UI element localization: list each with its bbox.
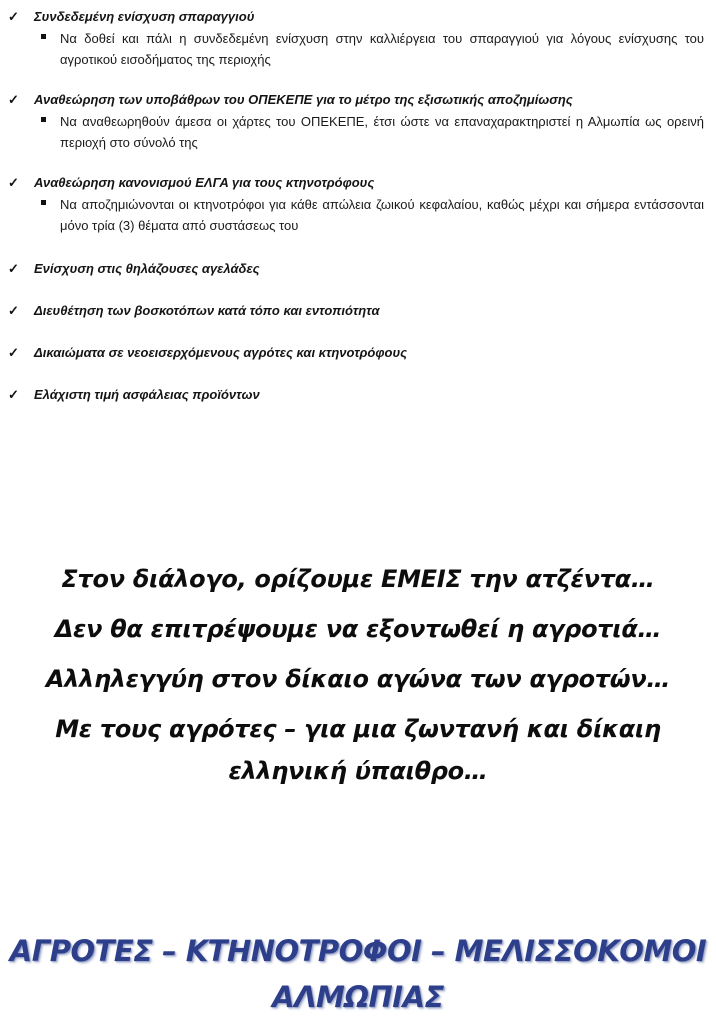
- demand-detail: [34, 194, 704, 236]
- square-bullet-icon: [41, 117, 46, 122]
- demand-detail: [34, 111, 704, 153]
- demand-detail-text: Να αποζημιώνονται οι κτηνοτρόφοι για κάθε απώλεια ζωικού κεφαλαίου, καθώς μέχρι και σήμερα εντάσσονται μόνο τρία (3) θέματα από συστάσεως του: [60, 197, 704, 233]
- demand-item: [8, 344, 704, 361]
- check-icon: ✓: [8, 303, 19, 318]
- demand-title: Ελάχιστη τιμή ασφάλειας προϊόντων: [34, 387, 260, 402]
- slogans-block: [0, 563, 716, 787]
- check-icon: ✓: [8, 261, 19, 276]
- slogan-line: Με τους αγρότες – για μια ζωντανή και δίκαιη: [55, 715, 661, 743]
- demand-title: Αναθεώρηση κανονισμού ΕΛΓΑ για τους κτηνοτρόφους: [34, 175, 375, 190]
- demand-item: [8, 386, 704, 403]
- demand-title: Δικαιώματα σε νεοεισερχόμενους αγρότες και κτηνοτρόφους: [34, 345, 408, 360]
- demand-item: [8, 174, 704, 236]
- demand-item: [8, 260, 704, 277]
- signature-line-2: ΑΛΜΩΠΙΑΣ: [272, 980, 444, 1014]
- demand-item: [8, 91, 704, 153]
- demand-detail-text: Να δοθεί και πάλι η συνδεδεμένη ενίσχυση στην καλλιέργεια του σπαραγγιού για λόγους ενίσχυσης του αγροτικού εισοδήματος της περιοχής: [60, 31, 704, 67]
- demand-title: Ενίσχυση στις θηλάζουσες αγελάδες: [34, 261, 260, 276]
- demands-list: [8, 8, 704, 403]
- slogan-line: Δεν θα επιτρέψουμε να εξοντωθεί η αγροτιά…: [54, 615, 662, 643]
- check-icon: ✓: [8, 92, 19, 107]
- slogan-line: Στον διάλογο, ορίζουμε ΕΜΕΙΣ την ατζέντα…: [61, 565, 655, 593]
- check-icon: ✓: [8, 345, 19, 360]
- check-icon: ✓: [8, 175, 19, 190]
- signature-block: [0, 932, 716, 1016]
- demand-item: [8, 8, 704, 70]
- square-bullet-icon: [41, 34, 46, 39]
- slogan-line: Αλληλεγγύη στον δίκαιο αγώνα των αγροτών…: [45, 665, 671, 693]
- demand-detail: [34, 28, 704, 70]
- square-bullet-icon: [41, 200, 46, 205]
- demand-item: [8, 302, 704, 319]
- demand-title: Συνδεδεμένη ενίσχυση σπαραγγιού: [34, 9, 255, 24]
- demand-title: Αναθεώρηση των υποβάθρων του ΟΠΕΚΕΠΕ για το μέτρο της εξισωτικής αποζημίωσης: [34, 92, 573, 107]
- slogan-line: ελληνική ύπαιθρο…: [228, 757, 488, 785]
- demand-detail-text: Να αναθεωρηθούν άμεσα οι χάρτες του ΟΠΕΚΕΠΕ, έτσι ώστε να επαναχαρακτηριστεί η Αλμωπία ως ορεινή περιοχή στο σύνολό της: [60, 114, 704, 150]
- signature-line-1: ΑΓΡΟΤΕΣ – ΚΤΗΝΟΤΡΟΦΟΙ – ΜΕΛΙΣΣΟΚΟΜΟΙ: [9, 934, 707, 968]
- demand-title: Διευθέτηση των βοσκοτόπων κατά τόπο και εντοπιότητα: [34, 303, 380, 318]
- check-icon: ✓: [8, 9, 19, 24]
- check-icon: ✓: [8, 387, 19, 402]
